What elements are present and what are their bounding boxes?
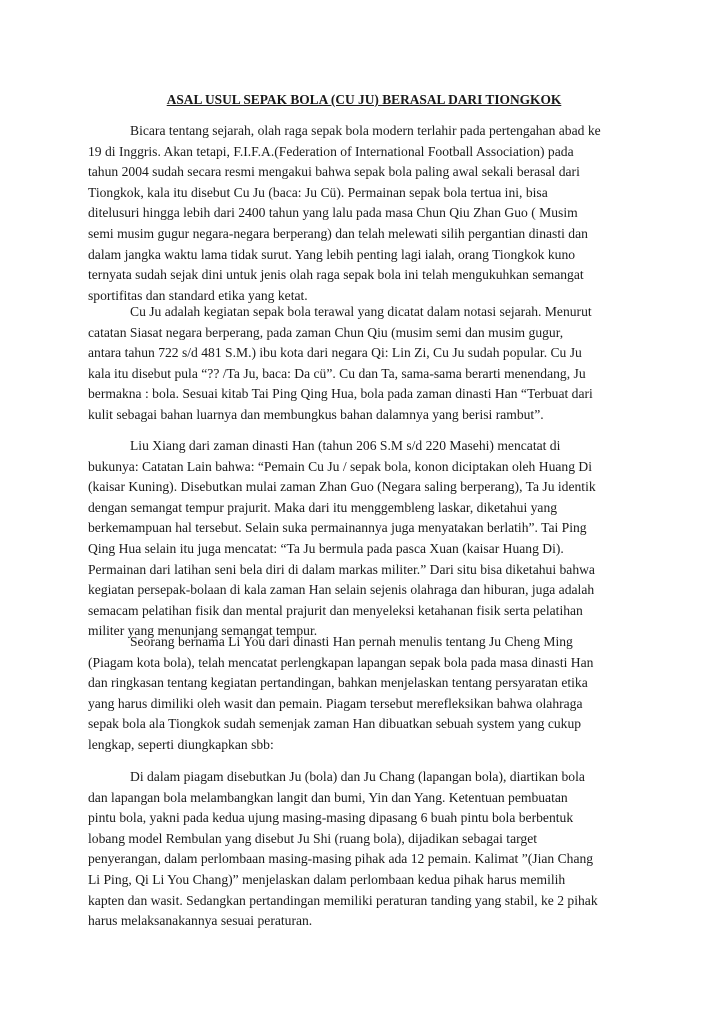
text-line: dalam jangka waktu lama tidak surut. Yang lebih penting lagi ialah, orang Tiongkok kuno	[88, 246, 576, 262]
text-line: (kaisar Kuning). Disebutkan mulai zaman Zhan Guo (Negara saling berperang), Ta Ju identik	[88, 479, 596, 495]
text-line: militer yang menunjang semangat tempur.	[88, 623, 318, 639]
text-line: ditelusuri hingga lebih dari 2400 tahun yang lalu pada masa Chun Qiu Zhan Guo ( Musim	[88, 205, 578, 221]
text-line: Di dalam piagam disebutkan Ju (bola) dan Ju Chang (lapangan bola), diartikan bola	[130, 769, 585, 784]
text-line: 19 di Inggris. Akan tetapi, F.I.F.A.(Federation of International Football Association) pada	[88, 143, 574, 159]
text-line: dan lapangan bola melambangkan langit dan bumi, Yin dan Yang. Ketentuan pembuatan	[88, 789, 568, 805]
text-line: kala itu disebut pula “?? /Ta Ju, baca: Da cü”. Cu dan Ta, sama-sama berarti menendang, Ju	[88, 365, 586, 381]
text-line: semacam pelatihan fisik dan mental prajurit dan menyeleksi ketahanan fisik serta pelatihan	[88, 602, 583, 618]
text-line: lobang model Rembulan yang disebut Ju Shi (ruang bola), dijadikan sebagai target	[88, 830, 537, 846]
text-line: dan ringkasan tentang kegiatan pertandingan, bahkan menjelaskan tentang persyaratan etika	[88, 675, 588, 691]
text-line: Seorang bernama Li You dari dinasti Han pernah menulis tentang Ju Cheng Ming	[130, 634, 573, 649]
text-line: bermakna : bola. Sesuai kitab Tai Ping Qing Hua, bola pada zaman dinasti Han “Terbuat dari	[88, 386, 593, 402]
text-line: yang harus dimiliki oleh wasit dan pemain. Piagam tersebut merefleksikan bahwa olahraga	[88, 695, 583, 711]
text-line: berkemampuan hal tersebut. Selain suka permainannya juga menyatakan berlatih”. Tai Ping	[88, 520, 587, 536]
text-line: dengan semangat tempur prajurit. Maka dari itu menggembleng laskar, diketahui yang	[88, 499, 558, 515]
text-line: Cu Ju adalah kegiatan sepak bola terawal yang dicatat dalam notasi sejarah. Menurut	[130, 304, 592, 319]
text-line: sepak bola ala Tiongkok sudah semenjak zaman Han dibuatkan sebuah system yang cukup	[88, 716, 582, 732]
text-line: ternyata sudah sejak dini untuk jenis olah raga sepak bola ini telah mengukuhkan semangat	[88, 267, 584, 283]
text-line: sportifitas dan standard etika yang ketat.	[88, 287, 308, 303]
text-line: (Piagam kota bola), telah mencatat perlengkapan lapangan sepak bola pada masa dinasti Han	[88, 654, 594, 670]
text-line: Tiongkok, kala itu disebut Cu Ju (baca: Ju Cü). Permainan sepak bola tertua ini, bisa	[88, 184, 548, 200]
text-line: kapten dan wasit. Sedangkan pertandingan memiliki peraturan tanding yang stabil, ke 2 pihak	[88, 892, 598, 908]
text-line: Bicara tentang sejarah, olah raga sepak bola modern terlahir pada pertengahan abad ke	[130, 123, 601, 138]
text-line: Permainan dari latihan seni bela diri di dalam markas militer.” Dari situ bisa diketahui bahwa	[88, 561, 595, 577]
text-line: bukunya: Catatan Lain bahwa: “Pemain Cu Ju / sepak bola, konon diciptakan oleh Huang Di	[88, 458, 592, 474]
text-line: semi musim gugur negara-negara berperang) dan telah melewati silih pergantian dinasti dan	[88, 225, 588, 241]
paragraph-intro	[88, 121, 648, 306]
text-line: kegiatan persepak-bolaan di kala zaman Han selain sejenis olahraga dan hiburan, juga adalah	[88, 582, 595, 598]
text-line: lengkap, seperti diungkapkan sbb:	[88, 736, 274, 752]
text-line: kulit sebagai bahan luarnya dan membungkus bahan dalamnya yang berisi rambut”.	[88, 406, 544, 422]
text-line: harus melaksanakannya sesuai peraturan.	[88, 913, 313, 929]
text-line: Qing Hua selain itu juga mencatat: “Ta Ju bermula pada pasca Xuan (kaisar Huang Di).	[88, 540, 564, 556]
paragraph-cu-ju	[88, 302, 648, 426]
text-line: antara tahun 722 s/d 481 S.M.) ibu kota dari negara Qi: Lin Zi, Cu Ju sudah popular. Cu Ju	[88, 345, 582, 361]
paragraph-liu-xiang	[88, 436, 648, 642]
text-line: penyerangan, dalam perlombaan masing-masing pihak ada 12 pemain. Kalimat ”(Jian Chang	[88, 851, 594, 867]
paragraph-piagam	[88, 767, 648, 932]
text-line: tahun 2004 sudah secara resmi mengakui bahwa sepak bola paling awal sekali berasal dari	[88, 164, 580, 180]
text-line: catatan Siasat negara berperang, pada zaman Chun Qiu (musim semi dan musim gugur,	[88, 324, 564, 340]
text-line: Liu Xiang dari zaman dinasti Han (tahun 206 S.M s/d 220 Masehi) mencatat di	[130, 438, 561, 453]
paragraph-li-you	[88, 632, 648, 756]
text-line: pintu bola, yakni pada kedua ujung masing-masing dipasang 6 buah pintu bola berbentuk	[88, 810, 574, 826]
document-title: ASAL USUL SEPAK BOLA (CU JU) BERASAL DARI TIONGKOK	[166, 92, 562, 107]
text-line: Li Ping, Qi Li You Chang)” menjelaskan dalam perlombaan kedua pihak harus memilih	[88, 871, 566, 887]
